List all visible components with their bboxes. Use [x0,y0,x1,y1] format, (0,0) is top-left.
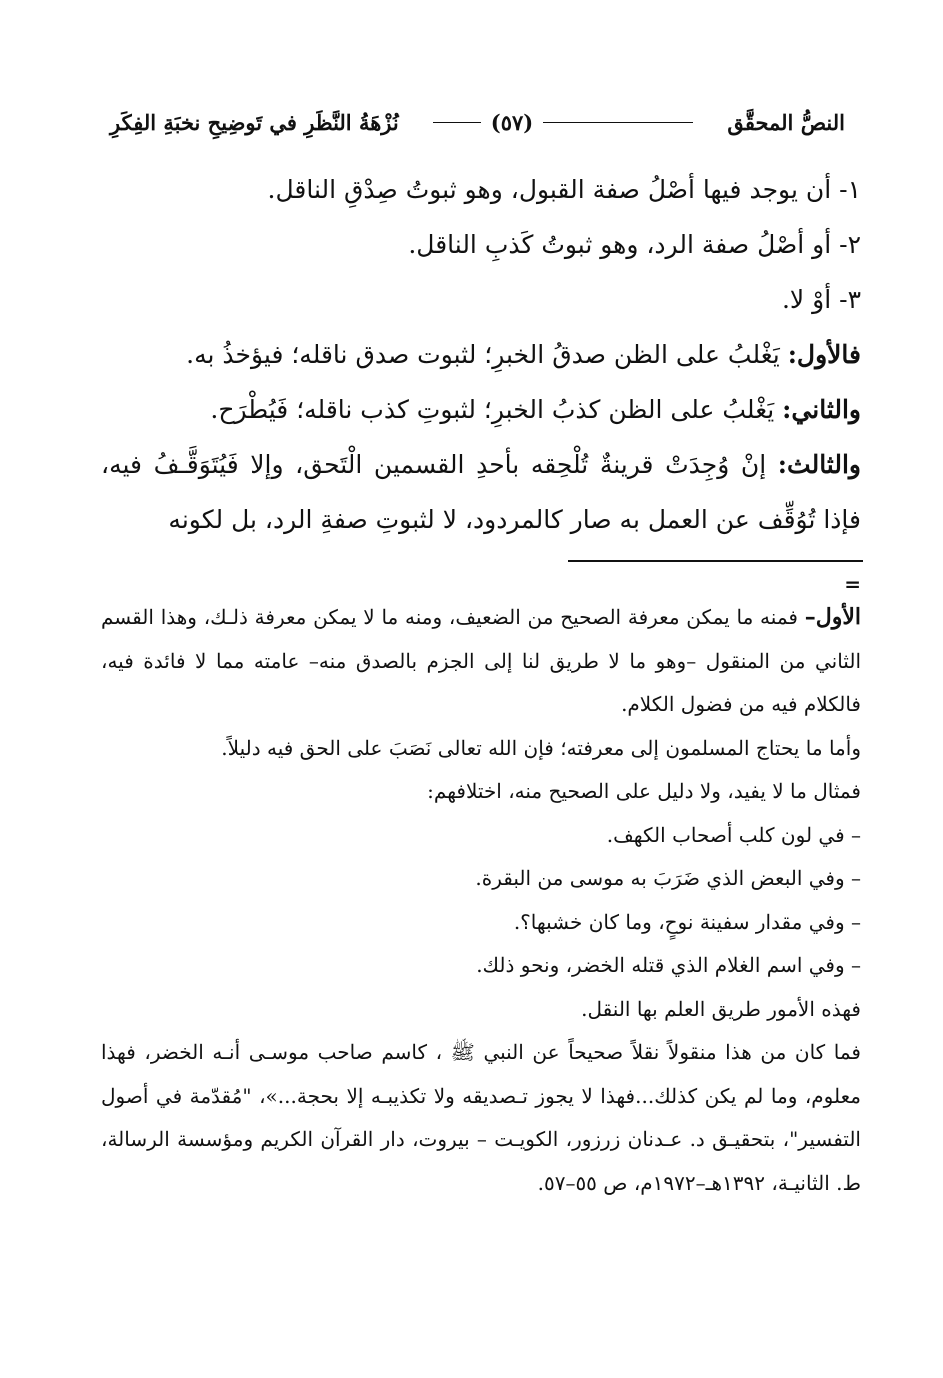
footnote-para-2: وأما ما يحتاج المسلمون إلى معرفته؛ فإن الله تعالى نَصَبَ على الحق فيه دليلاً. [221,735,861,760]
first-case-label: فالأول: [787,340,861,369]
footnote [101,596,861,1205]
footnote-item-2: – وفي البعض الذي ضَرَبَ به موسى من البقرة. [475,866,861,890]
header-rule-left [433,122,481,123]
main-text [101,162,861,547]
third-case-label: والثالث: [777,450,861,479]
first-case [101,327,861,382]
third-case [101,437,861,547]
running-header [110,100,845,144]
list-line-2: ٢- أو أصْلُ صفة الرد، وهو ثبوتُ كَذبِ الناقل. [408,230,861,259]
page-number: (٥٧) [490,109,534,135]
list-line-1: ١- أن يوجد فيها أصْلُ صفة القبول، وهو ثبوتُ صِدْقِ الناقل. [267,175,861,204]
footnote-para-5: فما كان من هذا منقولاً نقلاً صحيحاً عن النبي ﷺ ، كاسم صاحب موسـى أنـه الخضر، فهذا معلوم، وما لم يكن كذلك...فهذا لا يجوز تـصديقه ولا تكذيبـه إلا بحجة...»، "مُقدّمة في أصول التفسير"، بتحقيـق د. عـدنان زرزور، الكويـت – بيروت، دار القرآن الكريم ومؤسسة الرسالة، ط. الثانيـة، ١٣٩٢هـ–١٩٧٢م، ص ٥٥–٥٧. [101,1040,861,1195]
first-case-text: يَغْلبُ على الظن صدقُ الخبرِ؛ لثبوت صدق ناقله؛ فيؤخذُ به. [186,340,788,369]
footnote-first-text: فمنه ما يمكن معرفة الصحيح من الضعيف، ومنه ما لا يمكن معرفة ذلـك، وهذا القسم الثاني من المنقول –وهو ما لا طريق لنا إلى الجزم بالصدق منه– عامته مما لا فائدة فيه، فالكلام فيه من فضول الكلام. [101,605,861,716]
second-case-text: يَغْلبُ على الظن كذبُ الخبرِ؛ لثبوتِ كذب ناقله؛ فَيُطْرَح. [210,395,783,424]
list-line-3: ٣- أوْ لا. [781,285,861,314]
header-center [433,110,693,135]
footnote-first-label: الأول– [804,604,861,630]
header-rule-right [543,122,693,123]
second-case [101,382,861,437]
footnote-item-4: – وفي اسم الغلام الذي قتله الخضر، ونحو ذلك. [476,953,861,977]
third-case-text: إنْ وُجِدَتْ قرينةٌ تُلْحِقه بأحدِ القسمين الْتَحق، وإلا فَيُتَوَقَّـفُ فيه، فإذا تُوُقِّف عن العمل به صار كالمردود، لا لثبوتِ صفةِ الرد، بل لكونه [101,450,861,534]
second-case-label: والثاني: [782,395,861,424]
book-title: نُزْهَةُ النَّظَرِ في تَوضِيحِ نخبَةِ الفِكَرِ [110,109,399,135]
section-title: النصُّ المحقَّق [727,109,845,135]
footnote-para-4: فهذه الأمور طريق العلم بها النقل. [581,996,861,1021]
footnote-item-3: – وفي مقدار سفينة نوحٍ، وما كان خشبها؟. [513,909,861,934]
footnote-continuation-marker: = [844,572,861,596]
footnote-para-1 [101,596,861,727]
footnote-item-1: – في لون كلب أصحاب الكهف. [606,822,861,847]
footnote-para-3: فمثال ما لا يفيد، ولا دليل على الصحيح منه، اختلافهم: [427,779,861,803]
footnote-separator [568,560,863,562]
